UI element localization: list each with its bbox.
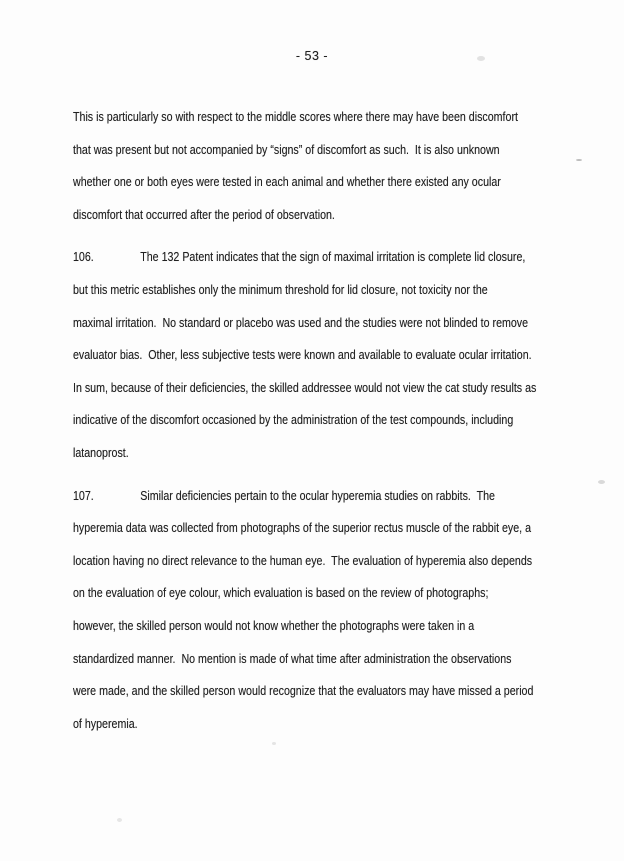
paragraph-line: hyperemia data was collected from photographs of the superior rectus muscle of the rabbit eye, a bbox=[73, 520, 532, 536]
paragraph-line: standardized manner. No mention is made of what time after administration the observations bbox=[73, 650, 512, 666]
paragraph bbox=[73, 101, 583, 231]
paragraph-line: indicative of the discomfort occasioned by the administration of the test compounds, including bbox=[73, 412, 514, 428]
paragraph-line: evaluator bias. Other, less subjective tests were known and available to evaluate ocular irritation. bbox=[73, 347, 532, 363]
document-content bbox=[73, 101, 583, 740]
paragraph-line: however, the skilled person would not know whether the photographs were taken in a bbox=[73, 617, 475, 633]
paragraph bbox=[73, 241, 583, 469]
scan-speck bbox=[272, 742, 276, 745]
paragraph-line: but this metric establishes only the minimum threshold for lid closure, not toxicity nor the bbox=[73, 281, 488, 297]
paragraph-line: whether one or both eyes were tested in each animal and whether there existed any ocular bbox=[73, 174, 501, 190]
paragraph-number: 107. bbox=[73, 487, 94, 503]
paragraph-text: Similar deficiencies pertain to the ocular hyperemia studies on rabbits. The bbox=[140, 487, 495, 503]
page-number: - 53 - bbox=[295, 49, 329, 63]
scan-speck bbox=[117, 818, 122, 822]
paragraph-line bbox=[73, 480, 495, 513]
paragraph-line: were made, and the skilled person would recognize that the evaluators may have missed a period bbox=[73, 683, 534, 699]
paragraph-number: 106. bbox=[73, 249, 94, 265]
paragraph bbox=[73, 480, 583, 741]
paragraph-text: The 132 Patent indicates that the sign of maximal irritation is complete lid closure, bbox=[140, 249, 526, 265]
paragraph-line: latanoprost. bbox=[73, 444, 129, 460]
paragraph-line: that was present but not accompanied by “signs” of discomfort as such. It is also unknown bbox=[73, 141, 500, 157]
paragraph-line: discomfort that occurred after the period of observation. bbox=[73, 206, 335, 222]
paragraph-line bbox=[73, 241, 526, 274]
scan-speck bbox=[598, 480, 605, 484]
paragraph-line: This is particularly so with respect to the middle scores where there may have been discomfort bbox=[73, 109, 518, 124]
paragraph-line: location having no direct relevance to the human eye. The evaluation of hyperemia also depends bbox=[73, 552, 533, 568]
paragraph-line: maximal irritation. No standard or placebo was used and the studies were not blinded to remove bbox=[73, 314, 529, 330]
paragraph-line: of hyperemia. bbox=[73, 715, 138, 731]
paragraph-line: on the evaluation of eye colour, which evaluation is based on the review of photographs; bbox=[73, 585, 489, 601]
paragraph-line: In sum, because of their deficiencies, the skilled addressee would not view the cat study results as bbox=[73, 379, 537, 395]
